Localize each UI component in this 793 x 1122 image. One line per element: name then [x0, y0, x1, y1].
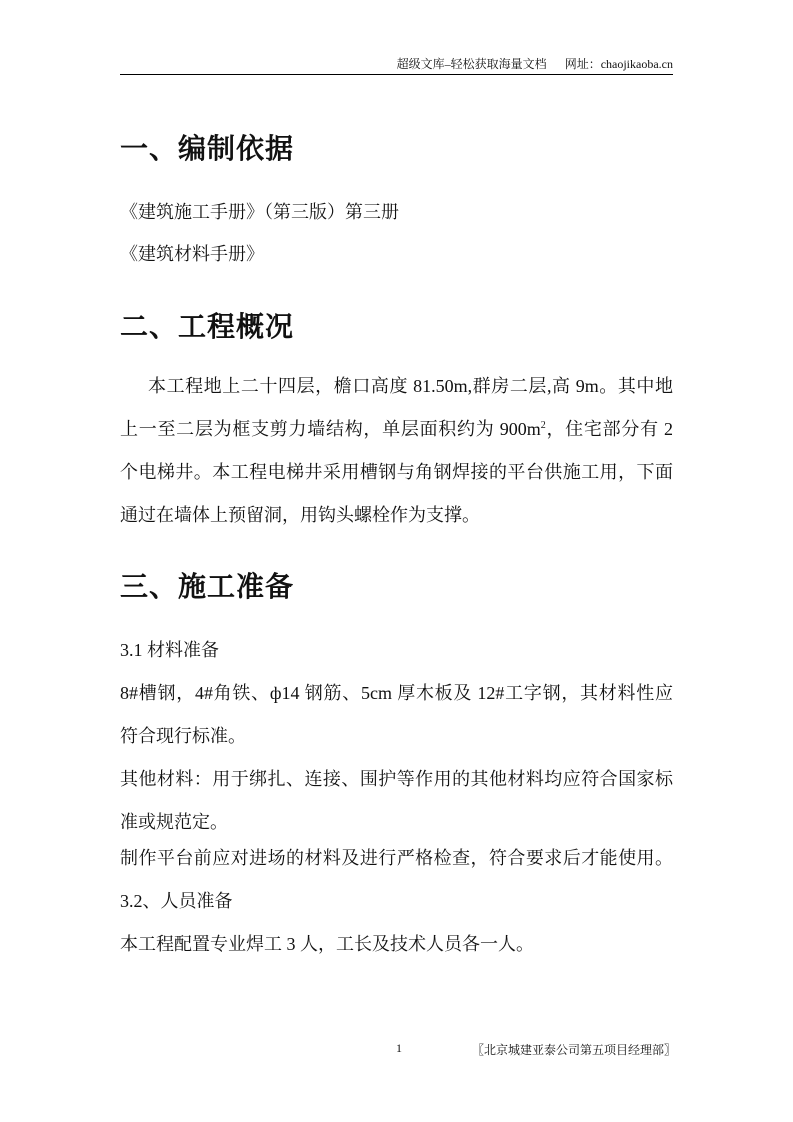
page-number: 1: [396, 1041, 402, 1055]
paragraph-line: 通过在墙体上预留洞，用钩头螺栓作为支撑。: [120, 505, 480, 525]
paragraph-line: [120, 417, 673, 441]
superscript: 2: [540, 420, 546, 431]
header-rule: [120, 74, 673, 75]
text: ，住宅部分有 2: [545, 419, 674, 439]
footer-org: 〖北京城建亚泰公司第五项目经理部〗: [472, 1043, 677, 1057]
subheading: 3.1 材料准备: [120, 640, 219, 660]
paragraph-line: 制作平台前应对进场的材料及进行严格检查，符合要求后才能使用。: [120, 848, 673, 868]
page-header: [120, 55, 673, 72]
heading-preparation: 三、施工准备: [120, 572, 295, 603]
paragraph-line: 个电梯井。本工程电梯井采用槽钢与角钢焊接的平台供施工用，下面: [120, 462, 673, 482]
paragraph-line: 本工程配置专业焊工 3 人，工长及技术人员各一人。: [120, 934, 534, 954]
paragraph-line: 本工程地上二十四层，檐口高度 81.50m,群房二层,高 9m。其中地: [148, 376, 673, 396]
paragraph-line: 其他材料：用于绑扎、连接、围护等作用的其他材料均应符合国家标: [120, 769, 673, 789]
paragraph-line: 准或规范定。: [120, 812, 228, 832]
subheading: 3.2、人员准备: [120, 891, 233, 911]
text: 上一至二层为框支剪力墙结构，单层面积约为 900m: [120, 419, 541, 439]
paragraph-line: 符合现行标准。: [120, 726, 246, 746]
reference: 《建筑材料手册》: [120, 244, 264, 264]
heading-basis: 一、编制依据: [120, 134, 295, 165]
header-url: 网址：chaojikaoba.cn: [564, 57, 673, 71]
paragraph-line: 8#槽钢，4#角铁、ф14 钢筋、5cm 厚木板及 12#工字钢，其材料性应: [120, 683, 673, 703]
reference: 《建筑施工手册》（第三版）第三册: [120, 202, 399, 222]
heading-overview: 二、工程概况: [120, 312, 295, 343]
header-site: 超级文库–轻松获取海量文档: [396, 57, 547, 71]
